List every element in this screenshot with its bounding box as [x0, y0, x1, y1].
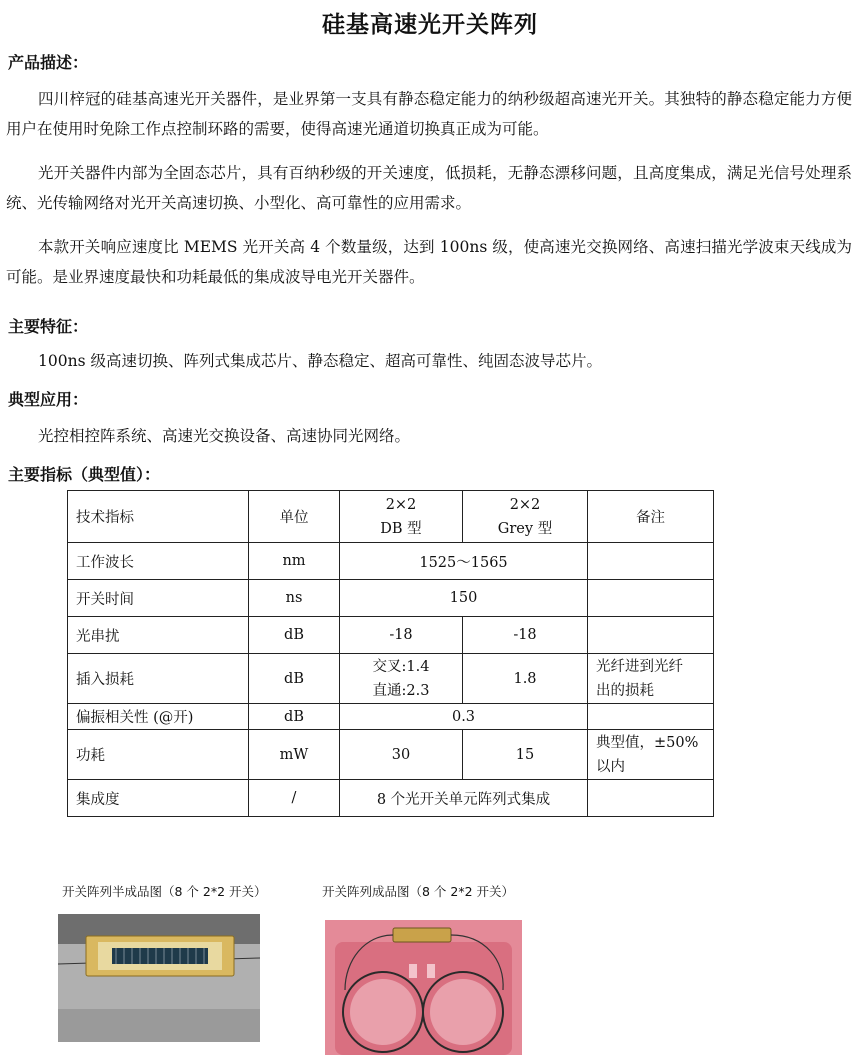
- row-unit: ns: [249, 580, 340, 617]
- row-unit: /: [249, 780, 340, 817]
- row-param: 插入损耗: [68, 654, 249, 704]
- row-unit: dB: [249, 617, 340, 654]
- row-unit: dB: [249, 704, 340, 730]
- table-row: [68, 780, 714, 817]
- row-db-value: 30: [340, 730, 463, 780]
- page-title: 硅基高速光开关阵列: [322, 12, 538, 38]
- row-note: [588, 617, 714, 654]
- row-param: 光串扰: [68, 617, 249, 654]
- insertion-loss-through: 直通:2.3: [372, 682, 430, 699]
- heading-main-features: 主要特征：: [8, 317, 89, 336]
- header-note: 备注: [588, 491, 714, 543]
- header-db-top: 2×2: [385, 496, 417, 513]
- row-grey-value: -18: [463, 617, 588, 654]
- finished-product-photo: [325, 920, 522, 1055]
- table-row: [68, 580, 714, 617]
- header-unit: 单位: [249, 491, 340, 543]
- description-paragraph-3: 本款开关响应速度比 MEMS 光开关高 4 个数量级，达到 100ns 级，使高速光交换网络、高速扫描光学波束天线成为可能。是业界速度最快和功耗最低的集成波导电光开关器件。: [6, 238, 852, 286]
- header-grey-top: 2×2: [509, 496, 541, 513]
- table-header-row: [68, 491, 714, 543]
- note-line-2: 以内: [596, 758, 625, 775]
- description-paragraph-1: 四川梓冠的硅基高速光开关器件，是业界第一支具有静态稳定能力的纳秒级超高速光开关。其独特的静态稳定能力方便用户在使用时免除工作点控制环路的需要，使得高速光通道切换真正成为可能。: [6, 90, 852, 138]
- row-value: 150: [340, 580, 588, 617]
- row-grey-value: 1.8: [463, 654, 588, 704]
- row-grey-value: 15: [463, 730, 588, 780]
- row-note: [588, 704, 714, 730]
- row-note: [588, 543, 714, 580]
- row-db-value: -18: [340, 617, 463, 654]
- heading-product-description: 产品描述：: [8, 53, 89, 72]
- heading-typical-applications: 典型应用：: [8, 390, 89, 409]
- caption-finished: 开关阵列成品图（8 个 2*2 开关）: [322, 884, 515, 899]
- row-note: [588, 730, 714, 780]
- row-unit: mW: [249, 730, 340, 780]
- row-param: 工作波长: [68, 543, 249, 580]
- insertion-loss-cross: 交叉:1.4: [372, 658, 430, 675]
- table-row: [68, 704, 714, 730]
- table-row: [68, 543, 714, 580]
- description-paragraph-2: 光开关器件内部为全固态芯片，具有百纳秒级的开关速度，低损耗，无静态漂移问题，且高度集成，满足光信号处理系统、光传输网络对光开关高速切换、小型化、高可靠性的应用需求。: [6, 164, 852, 212]
- header-param: 技术指标: [68, 491, 249, 543]
- row-note: [588, 780, 714, 817]
- heading-main-specs: 主要指标（典型值）：: [8, 465, 161, 484]
- features-text: 100ns 级高速切换、阵列式集成芯片、静态稳定、超高可靠性、纯固态波导芯片。: [38, 352, 602, 370]
- header-db-type: [340, 491, 463, 543]
- row-note: [588, 654, 714, 704]
- semi-finished-product-photo: [58, 914, 260, 1042]
- row-param: 集成度: [68, 780, 249, 817]
- row-value: 1525～1565: [340, 543, 588, 580]
- row-note: [588, 580, 714, 617]
- row-unit: nm: [249, 543, 340, 580]
- note-line-2: 出的损耗: [596, 682, 654, 699]
- row-value: 0.3: [340, 704, 588, 730]
- spec-table: [67, 490, 714, 817]
- row-value: 8 个光开关单元阵列式集成: [340, 780, 588, 817]
- row-unit: dB: [249, 654, 340, 704]
- row-param: 功耗: [68, 730, 249, 780]
- note-line-1: 典型值，±50%: [596, 734, 699, 751]
- note-line-1: 光纤进到光纤: [596, 658, 683, 675]
- row-param: 开关时间: [68, 580, 249, 617]
- table-row: [68, 654, 714, 704]
- header-db-bottom: DB 型: [380, 520, 422, 537]
- row-db-value: [340, 654, 463, 704]
- header-grey-type: [463, 491, 588, 543]
- caption-semi-finished: 开关阵列半成品图（8 个 2*2 开关）: [62, 884, 267, 899]
- table-row: [68, 617, 714, 654]
- applications-text: 光控相控阵系统、高速光交换设备、高速协同光网络。: [38, 427, 411, 445]
- header-grey-bottom: Grey 型: [497, 520, 553, 537]
- row-param: 偏振相关性 (@开): [68, 704, 249, 730]
- table-row: [68, 730, 714, 780]
